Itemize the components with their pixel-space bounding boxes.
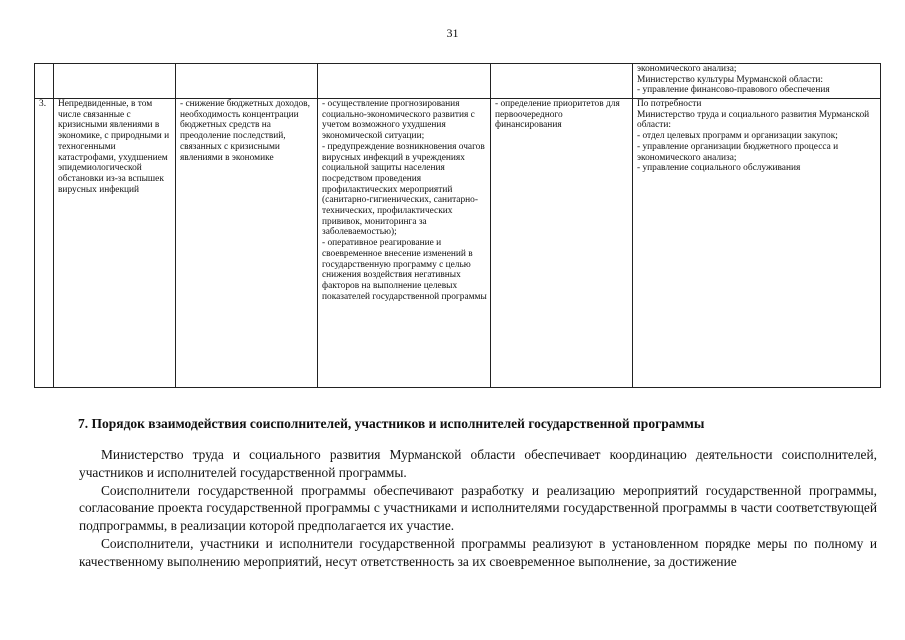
measures-cell: - осуществление прогнозирования социально-экономического развития с учетом возможного ухудшения экономической ситуации; - предупреждение возникновения очагов вирусных инфекций в учреждениях социальной защиты населения посредством проведения профилактических мероприятий (санитарно-гигиенических, санитарно-технических, профилактических прививок, мониторинга за заболеваемостью); - оперативное реагирование и своевременное внесение изменений в государственную программу с целью снижения воздействия негативных факторов на выполнение целевых показателей государственной программы (318, 99, 491, 388)
page-number: 31 (446, 26, 459, 40)
paragraph: Соисполнители государственной программы обеспечивают разработку и реализацию мероприятий государственной программы, согласование проекта государственной программы с участниками и исполнителями государственной программы в части соответствующей подпрограммы, в реализации которой предполагается их участие. (79, 482, 877, 533)
table-cell-responsible-continued: экономического анализа; Министерство культуры Мурманской области: - управление финансово-правового обеспечения (633, 64, 881, 99)
risk-description-cell: Непредвиденные, в том числе связанные с кризисными явлениями в экономике, с природными и техногенными катастрофами, ухудшением эпидемиологической обстановки из-за вспышек вирусных инфекций (54, 99, 176, 388)
table-cell (54, 64, 176, 99)
financing-cell: - определение приоритетов для первоочередного финансирования (491, 99, 633, 388)
table-row (35, 99, 881, 388)
risk-table (34, 63, 881, 388)
row-number: 3. (35, 99, 54, 388)
table-cell (35, 64, 54, 99)
consequences-cell: - снижение бюджетных доходов, необходимость концентрации бюджетных средств на преодоление последствий, связанных с кризисными явлениями в экономике (176, 99, 318, 388)
table-cell (176, 64, 318, 99)
table-cell (491, 64, 633, 99)
section-title: 7. Порядок взаимодействия соисполнителей, участников и исполнителей государственной программы (78, 416, 705, 431)
table-row-continuation (35, 64, 881, 99)
section-body (79, 446, 877, 571)
paragraph: Министерство труда и социального развития Мурманской области обеспечивает координацию деятельности соисполнителей, участников и исполнителей государственной программы. (79, 447, 877, 480)
responsible-cell: По потребности Министерство труда и социального развития Мурманской области: - отдел целевых программ и организации закупок; - управление организации бюджетного процесса и экономического анализа; - управление социального обслуживания (633, 99, 881, 388)
table-cell (318, 64, 491, 99)
paragraph: Соисполнители, участники и исполнители государственной программы реализуют в установленном порядке меры по полному и качественному выполнению мероприятий, несут ответственность за их своевременное выполнение, за достижение (79, 535, 877, 569)
